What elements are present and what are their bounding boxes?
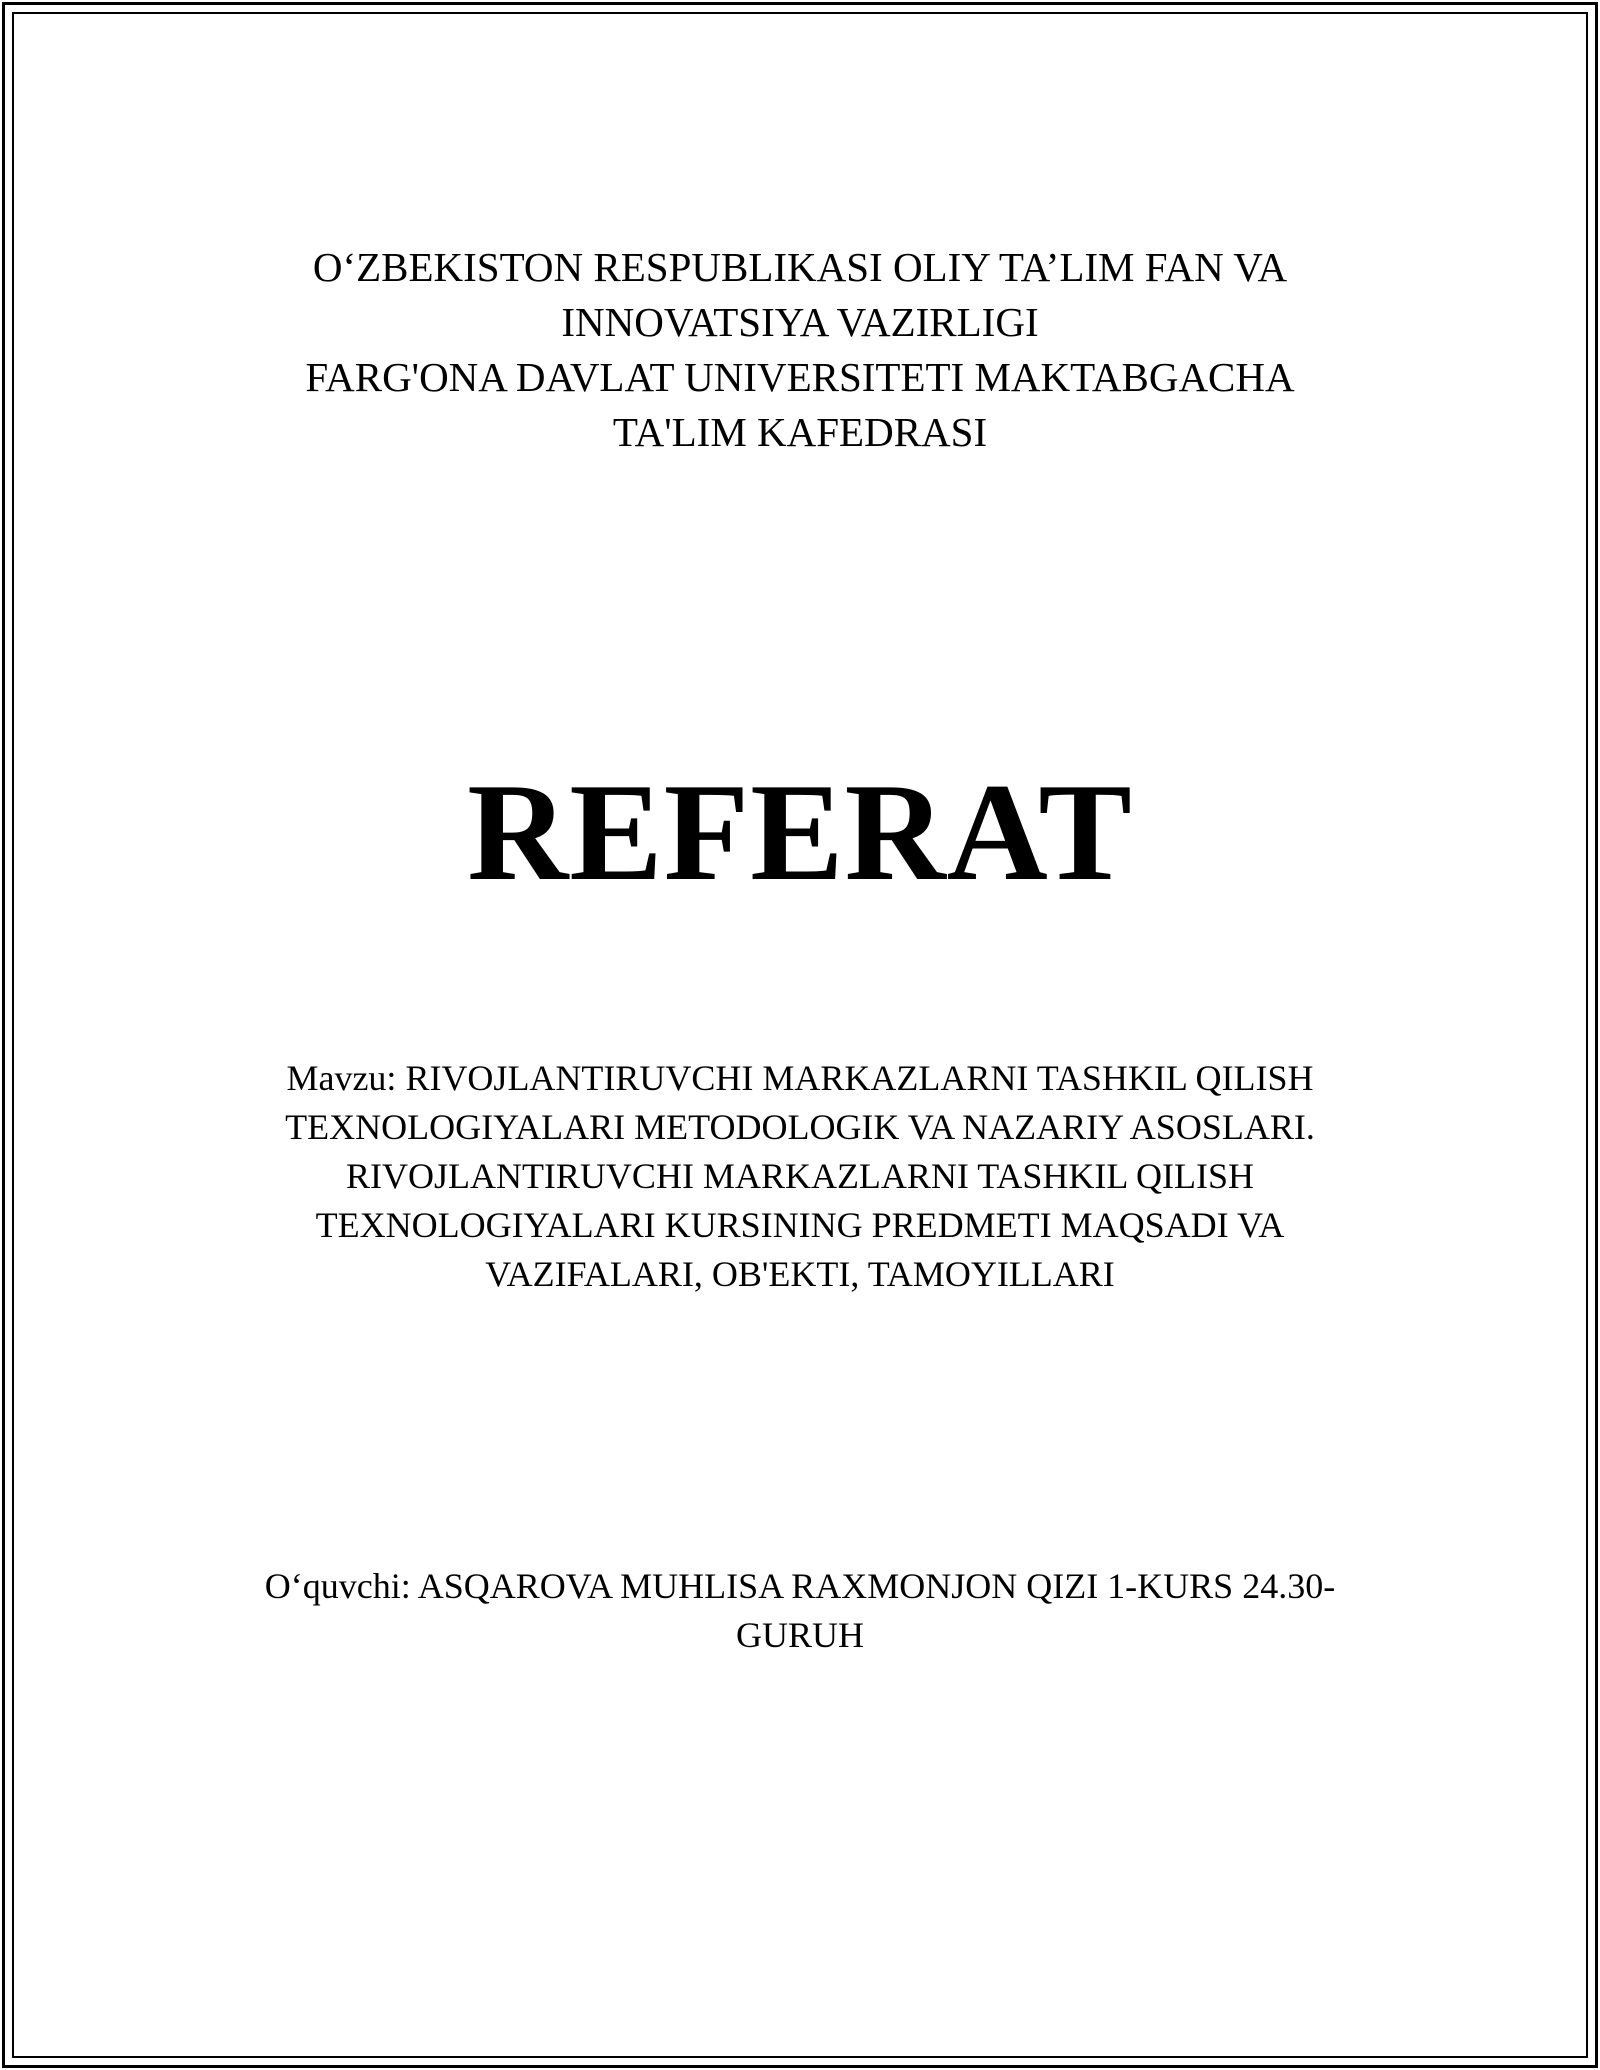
university-line: FARG'ONA DAVLAT UNIVERSITETI MAKTABGACHA	[305, 354, 1295, 400]
topic-line: TEXNOLOGIYALARI METODOLOGIK VA NAZARIY ASOSLARI.	[285, 1107, 1315, 1147]
topic-line: Mavzu: RIVOJLANTIRUVCHI MARKAZLARNI TASHKIL QILISH	[286, 1058, 1314, 1098]
ministry-header	[0, 240, 1600, 460]
student-line: O‘quvchi: ASQAROVA MUHLISA RAXMONJON QIZI 1-KURS 24.30-	[264, 1566, 1336, 1606]
student-section	[0, 1562, 1600, 1660]
ministry-line: INNOVATSIYA VAZIRLIGI	[561, 299, 1039, 345]
topic-section	[0, 1054, 1600, 1299]
topic-line: TEXNOLOGIYALARI KURSINING PREDMETI MAQSADI VA	[315, 1205, 1285, 1245]
topic-line: RIVOJLANTIRUVCHI MARKAZLARNI TASHKIL QILISH	[345, 1156, 1255, 1196]
department-line: TA'LIM KAFEDRASI	[612, 409, 988, 455]
topic-line: VAZIFALARI, OB'EKTI, TAMOYILLARI	[485, 1254, 1115, 1294]
document-title: REFERAT	[467, 755, 1133, 910]
student-line: GURUH	[735, 1615, 864, 1655]
ministry-line: O‘ZBEKISTON RESPUBLIKASI OLIY TA’LIM FAN VA	[312, 244, 1288, 290]
